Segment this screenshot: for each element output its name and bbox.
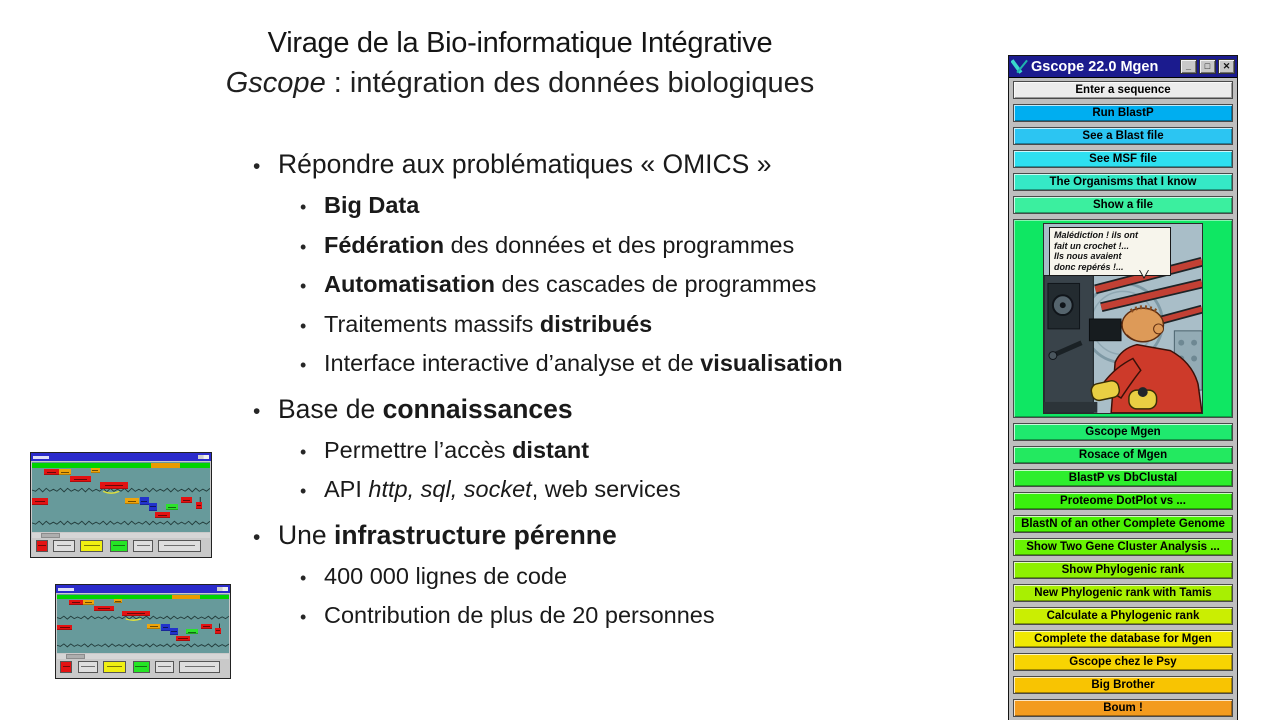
bullet-item xyxy=(253,597,993,637)
gscope-button-gscope-mgen[interactable]: Gscope Mgen xyxy=(1013,423,1233,441)
annotation-block-red xyxy=(215,628,221,634)
annotation-block-green xyxy=(166,504,178,510)
tintin-comic-panel xyxy=(1043,223,1203,414)
mini-legend-row xyxy=(57,660,229,676)
legend-button-gray xyxy=(155,661,174,673)
mini-titlebar xyxy=(31,453,211,461)
bullet-marker: • xyxy=(300,236,307,257)
close-button[interactable]: ✕ xyxy=(1218,59,1235,74)
bullet-item xyxy=(253,389,993,432)
gscope-window xyxy=(1008,55,1238,720)
annotation-block-red xyxy=(69,600,83,605)
bullet-marker: • xyxy=(300,481,307,501)
legend-button-gray xyxy=(53,540,74,552)
speech-bubble-line: fait un crochet !... xyxy=(1054,240,1130,251)
gscope-button-blastp-vs-dbclustal[interactable]: BlastP vs DbClustal xyxy=(1013,469,1233,487)
gscope-window-title: Gscope 22.0 Mgen xyxy=(1031,58,1159,75)
annotation-block-red xyxy=(196,502,202,509)
bullet-marker: • xyxy=(253,525,261,549)
mini-scrollbar xyxy=(57,654,229,659)
gscope-button-see-a-blast-file[interactable]: See a Blast file xyxy=(1013,127,1233,145)
coverage-bar-accent xyxy=(151,463,179,468)
mini-scroll-thumb xyxy=(66,654,85,659)
gscope-button-proteome-dotplot-vs[interactable]: Proteome DotPlot vs ... xyxy=(1013,492,1233,510)
gscope-body xyxy=(1009,78,1237,720)
gscope-button-the-organisms-that-i-know[interactable]: The Organisms that I know xyxy=(1013,173,1233,191)
legend-button-red xyxy=(36,540,48,552)
annotation-block-red xyxy=(155,512,170,518)
annotation-block-orange xyxy=(83,600,94,605)
bullet-item xyxy=(253,471,993,511)
genome-coverage-bar xyxy=(57,595,229,599)
maximize-button[interactable]: □ xyxy=(1199,59,1216,74)
genome-coverage-bar xyxy=(32,463,210,468)
speech-bubble-line: Ils nous avaient xyxy=(1054,251,1122,261)
bullet-item xyxy=(253,144,993,187)
genome-browser-canvas xyxy=(57,594,229,653)
gscope-button-calculate-a-phylogenic-rank[interactable]: Calculate a Phylogenic rank xyxy=(1013,607,1233,625)
bullet-text: Contribution de plus de 20 personnes xyxy=(324,602,715,628)
bullet-item xyxy=(253,515,993,558)
slide-title-line2 xyxy=(135,64,905,102)
bullet-text: Fédération des données et des programmes xyxy=(324,231,795,258)
legend-button-yellow xyxy=(103,661,125,673)
speech-bubble-line: Malédiction ! ils ont xyxy=(1054,230,1139,240)
bullet-item xyxy=(253,558,993,598)
bullet-item xyxy=(253,432,993,472)
legend-button-brightgreen xyxy=(110,540,128,552)
bullet-marker: • xyxy=(300,276,307,296)
bullet-marker: • xyxy=(300,197,307,217)
gscope-button-gscope-chez-le-psy[interactable]: Gscope chez le Psy xyxy=(1013,653,1233,671)
gscope-button-big-brother[interactable]: Big Brother xyxy=(1013,676,1233,694)
annotation-block-blue xyxy=(170,628,179,635)
mini-screenshot-2 xyxy=(55,584,231,679)
legend-button-gray xyxy=(133,540,153,552)
slide-title-gscope: Gscope xyxy=(225,67,326,99)
bullet-marker: • xyxy=(300,567,307,588)
minimize-button[interactable]: _ xyxy=(1180,59,1197,74)
bullet-text: Big Data xyxy=(324,192,420,218)
annotation-block-red xyxy=(94,606,114,611)
legend-button-brightgreen xyxy=(133,661,150,673)
gscope-button-complete-the-database-for-mgen[interactable]: Complete the database for Mgen xyxy=(1013,630,1233,648)
annotation-block-red xyxy=(201,624,212,629)
mini-scrollbar xyxy=(32,533,210,538)
window-controls xyxy=(1180,59,1235,74)
mini-screenshot-1 xyxy=(30,452,212,558)
bullet-text: Une infrastructure pérenne xyxy=(278,519,617,550)
comic-speech-bubble xyxy=(1049,227,1171,276)
slide-title-line2-rest: : intégration des données biologiques xyxy=(325,67,815,99)
genome-browser-canvas xyxy=(32,462,210,532)
mini-scroll-thumb xyxy=(41,533,61,538)
slide-title xyxy=(135,24,905,102)
bullet-item xyxy=(253,227,993,267)
annotation-block-red xyxy=(32,498,48,504)
mini-window-buttons xyxy=(217,587,228,591)
annotation-block-orange xyxy=(91,468,100,474)
gscope-button-see-msf-file[interactable]: See MSF file xyxy=(1013,150,1233,168)
bullet-text: Interface interactive d’analyse et de visualisation xyxy=(324,350,843,376)
comic-image-button[interactable] xyxy=(1013,219,1233,418)
bullet-marker: • xyxy=(300,607,307,627)
coverage-bar-accent xyxy=(172,595,200,599)
annotation-block-red xyxy=(100,482,128,488)
bullet-text: Répondre aux problématiques « OMICS » xyxy=(278,149,772,179)
bullet-text: 400 000 lignes de code xyxy=(324,562,568,589)
bullet-text: API http, sql, socket, web services xyxy=(324,476,681,502)
annotation-block-red xyxy=(181,497,193,503)
bullet-item xyxy=(253,306,993,346)
bullet-item xyxy=(253,266,993,306)
annotation-block-blue xyxy=(140,497,149,505)
bullet-text: Base de connaissances xyxy=(278,393,573,424)
slide-title-line1: Virage de la Bio-informatique Intégrative xyxy=(267,27,773,59)
bullet-item xyxy=(253,187,993,227)
annotation-block-orange xyxy=(114,599,123,604)
mini-legend-row xyxy=(32,539,210,555)
annotation-block-red xyxy=(122,611,150,616)
annotation-block-blue xyxy=(161,624,170,631)
bullet-item xyxy=(253,345,993,385)
bullet-text: Automatisation des cascades de programmes xyxy=(324,271,817,297)
bullet-marker: • xyxy=(300,441,307,462)
annotation-block-green xyxy=(186,629,198,634)
gscope-button-show-phylogenic-rank[interactable]: Show Phylogenic rank xyxy=(1013,561,1233,579)
annotation-block-orange xyxy=(125,498,138,504)
annotation-block-red xyxy=(176,636,191,641)
x-window-logo-icon xyxy=(1011,59,1028,74)
bullet-marker: • xyxy=(253,155,261,178)
legend-button-gray xyxy=(158,540,201,552)
annotation-block-red xyxy=(44,469,58,475)
mini-window-buttons xyxy=(198,455,209,459)
gscope-button-rosace-of-mgen[interactable]: Rosace of Mgen xyxy=(1013,446,1233,464)
mini-title-text xyxy=(33,456,49,459)
gscope-button-enter-a-sequence[interactable]: Enter a sequence xyxy=(1013,81,1233,99)
annotation-block-orange xyxy=(59,469,71,475)
gscope-button-show-a-file[interactable]: Show a file xyxy=(1013,196,1233,214)
gscope-button-boum[interactable]: Boum ! xyxy=(1013,699,1233,717)
legend-button-red xyxy=(60,661,72,673)
bullet-marker: • xyxy=(300,315,307,336)
annotation-block-orange xyxy=(147,624,160,629)
highlight-arc xyxy=(103,491,119,493)
gscope-button-blastn-of-an-other-complete-genome[interactable]: BlastN of an other Complete Genome xyxy=(1013,515,1233,533)
bullet-marker: • xyxy=(300,355,307,375)
bullet-text: Permettre l’accès distant xyxy=(324,436,590,463)
legend-button-yellow xyxy=(80,540,103,552)
annotation-block-blue xyxy=(149,503,158,511)
bullet-text: Traitements massifs distribués xyxy=(324,310,653,337)
annotation-block-red xyxy=(57,625,72,630)
highlight-arc xyxy=(126,619,141,620)
annotation-block-red xyxy=(70,476,90,482)
legend-button-gray xyxy=(78,661,99,673)
mini-titlebar xyxy=(56,585,230,593)
legend-button-gray xyxy=(179,661,220,673)
gscope-button-run-blastp[interactable]: Run BlastP xyxy=(1013,104,1233,122)
mini-title-text xyxy=(58,588,74,591)
gscope-button-new-phylogenic-rank-with-tamis[interactable]: New Phylogenic rank with Tamis xyxy=(1013,584,1233,602)
speech-bubble-line: donc repérés !... xyxy=(1054,261,1124,272)
gscope-button-show-two-gene-cluster-analysis[interactable]: Show Two Gene Cluster Analysis ... xyxy=(1013,538,1233,556)
bullet-marker: • xyxy=(253,399,261,423)
gscope-titlebar[interactable] xyxy=(1009,56,1237,78)
bullet-list xyxy=(253,140,993,637)
